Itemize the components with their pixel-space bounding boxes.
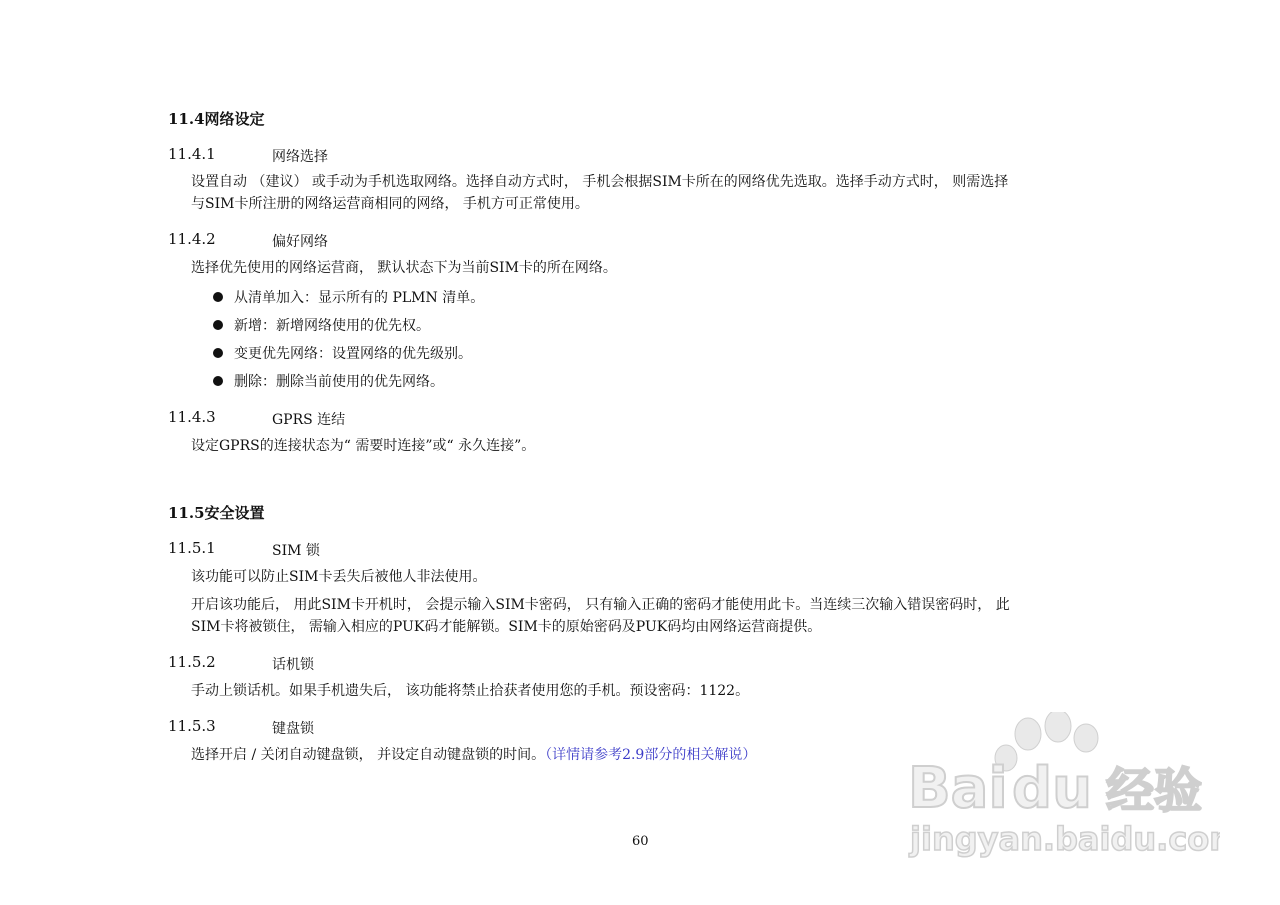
subsection-title-11-5-3: 键盘锁 bbox=[272, 721, 314, 737]
subsection-number-11-4-1: 11.4.1 bbox=[168, 145, 216, 163]
paragraph-line: 设置自动 （建议） 或手动为手机选取网络。选择自动方式时， 手机会根据SIM卡所在的网络优先选取。选择手动方式时， 则需选择 bbox=[191, 174, 1009, 190]
subsection-title-11-4-1: 网络选择 bbox=[272, 149, 328, 165]
bullet-icon bbox=[213, 348, 223, 358]
bullet-icon bbox=[213, 320, 223, 330]
section-heading-11-4: 11.4网络设定 bbox=[168, 110, 265, 128]
page-number: 60 bbox=[632, 834, 649, 849]
list-item: 新增：新增网络使用的优先权。 bbox=[234, 318, 430, 334]
watermark-brand-right: du bbox=[1012, 756, 1092, 821]
subsection-title-11-5-1: SIM 锁 bbox=[272, 543, 320, 559]
subsection-title-11-4-2: 偏好网络 bbox=[272, 234, 328, 250]
paragraph: 设定GPRS的连接状态为“ 需要时连接”或“ 永久连接”。 bbox=[191, 438, 536, 454]
watermark-brand-left: Bai bbox=[908, 756, 1008, 821]
list-item: 删除：删除当前使用的优先网络。 bbox=[234, 374, 444, 390]
paragraph-text: 选择开启 / 关闭自动键盘锁， 并设定自动键盘锁的时间。 bbox=[191, 747, 546, 763]
cross-reference-note: （详情请参考2.9部分的相关解说） bbox=[545, 747, 757, 763]
paragraph-line: 与SIM卡所注册的网络运营商相同的网络， 手机方可正常使用。 bbox=[191, 196, 589, 212]
subsection-number-11-5-3: 11.5.3 bbox=[168, 717, 216, 735]
paragraph: 该功能可以防止SIM卡丢失后被他人非法使用。 bbox=[191, 569, 487, 585]
paragraph-line: 开启该功能后， 用此SIM卡开机时， 会提示输入SIM卡密码， 只有输入正确的密码才能使用此卡。当连续三次输入错误密码时， 此 bbox=[191, 597, 1010, 613]
baidu-watermark-logo bbox=[900, 712, 1220, 872]
subsection-number-11-5-1: 11.5.1 bbox=[168, 539, 216, 557]
subsection-number-11-4-3: 11.4.3 bbox=[168, 408, 216, 426]
watermark-url: jingyan.baidu.com bbox=[910, 820, 1220, 858]
paragraph bbox=[191, 744, 756, 766]
subsection-title-11-5-2: 话机锁 bbox=[272, 657, 314, 673]
list-item: 从清单加入：显示所有的 PLMN 清单。 bbox=[234, 290, 485, 306]
bullet-icon bbox=[213, 292, 223, 302]
list-item: 变更优先网络：设置网络的优先级别。 bbox=[234, 346, 472, 362]
paragraph: 选择优先使用的网络运营商， 默认状态下为当前SIM卡的所在网络。 bbox=[191, 260, 617, 276]
paw-icon bbox=[900, 712, 1220, 872]
paragraph-line: SIM卡将被锁住， 需输入相应的PUK码才能解锁。SIM卡的原始密码及PUK码均由网络运营商提供。 bbox=[191, 619, 822, 635]
subsection-number-11-4-2: 11.4.2 bbox=[168, 230, 216, 248]
bullet-icon bbox=[213, 376, 223, 386]
section-heading-11-5: 11.5安全设置 bbox=[168, 504, 265, 522]
paragraph: 手动上锁话机。如果手机遗失后， 该功能将禁止拾获者使用您的手机。预设密码：1122。 bbox=[191, 683, 750, 699]
watermark-brand-cn: 经验 bbox=[1106, 763, 1203, 819]
subsection-title-11-4-3: GPRS 连结 bbox=[272, 412, 346, 428]
subsection-number-11-5-2: 11.5.2 bbox=[168, 653, 216, 671]
